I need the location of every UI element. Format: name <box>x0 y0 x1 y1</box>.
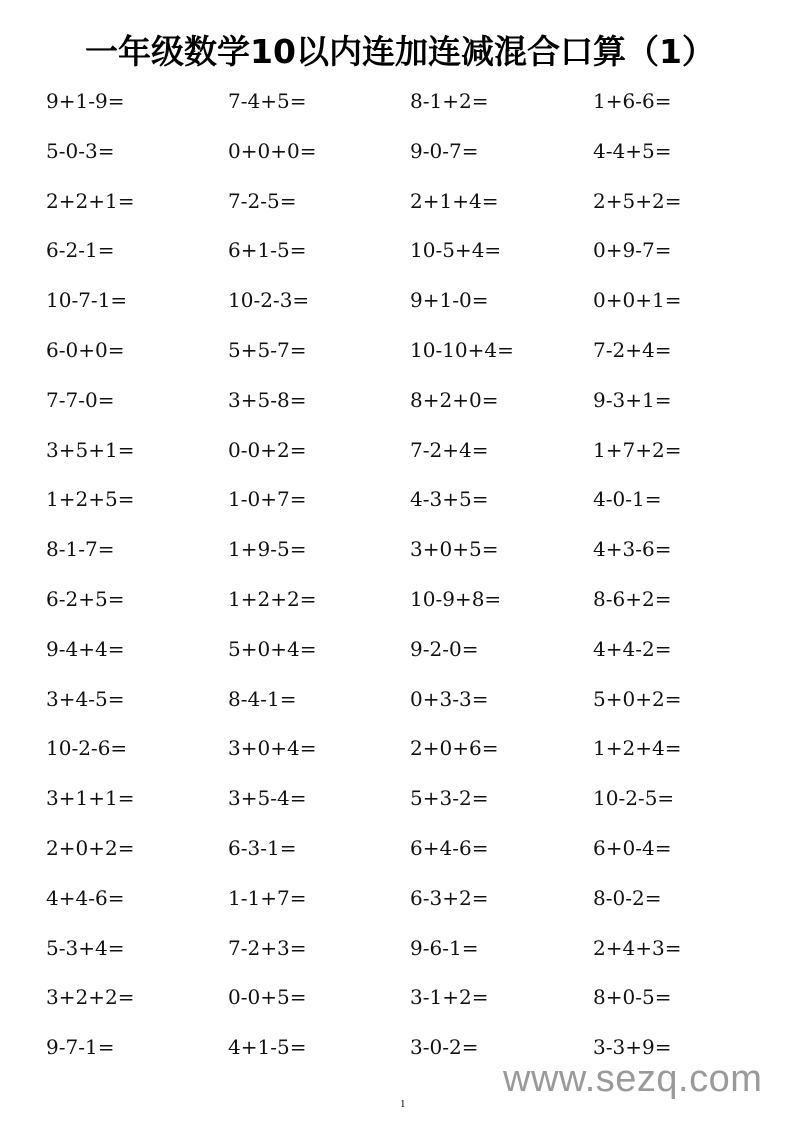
arithmetic-problem: 9-4+4= <box>46 636 125 661</box>
arithmetic-problem: 5+0+4= <box>228 636 317 661</box>
arithmetic-problem: 1+2+2= <box>228 587 317 611</box>
arithmetic-problem: 2+2+1= <box>46 188 135 213</box>
arithmetic-problem: 7-7-0= <box>46 387 115 412</box>
arithmetic-problem: 6-0+0= <box>46 338 125 362</box>
arithmetic-problem: 5+5-7= <box>228 338 307 362</box>
arithmetic-problem: 6-3+2= <box>410 885 489 910</box>
arithmetic-problem: 1+6-6= <box>593 89 672 113</box>
arithmetic-problem: 8-6+2= <box>593 587 672 611</box>
arithmetic-problem: 7-4+5= <box>228 89 307 113</box>
arithmetic-problem: 4+4-6= <box>46 885 125 910</box>
arithmetic-problem: 5-3+4= <box>46 935 125 960</box>
problem-row <box>0 733 800 763</box>
arithmetic-problem: 8-0-2= <box>593 885 662 910</box>
problem-row <box>0 534 800 564</box>
problem-row <box>0 833 800 863</box>
arithmetic-problem: 9+1-0= <box>410 288 489 313</box>
arithmetic-problem: 9-7-1= <box>46 1035 115 1060</box>
arithmetic-problem: 6-3-1= <box>228 836 297 860</box>
arithmetic-problem: 7-2-5= <box>228 188 297 213</box>
problem-row <box>0 584 800 614</box>
arithmetic-problem: 7-2+3= <box>228 935 307 960</box>
arithmetic-problem: 5+3-2= <box>410 786 489 811</box>
arithmetic-problem: 0+9-7= <box>593 238 672 263</box>
arithmetic-problem: 1+7+2= <box>593 437 682 462</box>
arithmetic-problem: 10-2-5= <box>593 786 675 811</box>
arithmetic-problem: 9-2-0= <box>410 636 479 661</box>
arithmetic-problem: 8+2+0= <box>410 387 499 412</box>
problem-row <box>0 933 800 963</box>
arithmetic-problem: 3+5-8= <box>228 387 307 412</box>
arithmetic-problem: 1-1+7= <box>228 885 307 910</box>
arithmetic-problem: 8+0-5= <box>593 985 672 1010</box>
arithmetic-problem: 1-0+7= <box>228 487 307 512</box>
arithmetic-problem: 3+0+4= <box>228 736 317 761</box>
problem-row <box>0 484 800 514</box>
arithmetic-problem: 0+0+1= <box>593 288 682 313</box>
arithmetic-problem: 2+4+3= <box>593 935 682 960</box>
arithmetic-problem: 8-1-7= <box>46 537 115 562</box>
arithmetic-problem: 9-0-7= <box>410 138 479 163</box>
arithmetic-problem: 10-7-1= <box>46 288 128 313</box>
arithmetic-problem: 9+1-9= <box>46 89 125 113</box>
page-title: 一年级数学10以内连加连减混合口算（1） <box>85 32 715 71</box>
watermark: www.sezq.com <box>503 1058 763 1100</box>
arithmetic-problem: 10-10+4= <box>410 338 514 362</box>
arithmetic-problem: 7-2+4= <box>593 338 672 362</box>
arithmetic-problem: 3-1+2= <box>410 985 489 1010</box>
arithmetic-problem: 1+2+4= <box>593 736 682 761</box>
arithmetic-problem: 6+1-5= <box>228 238 307 263</box>
arithmetic-problem: 9-3+1= <box>593 387 672 412</box>
problem-row <box>0 435 800 465</box>
page-number: 1 <box>400 1098 406 1110</box>
arithmetic-problem: 2+1+4= <box>410 188 499 213</box>
arithmetic-problem: 2+5+2= <box>593 188 682 213</box>
arithmetic-problem: 3-3+9= <box>593 1035 672 1060</box>
problem-row <box>0 982 800 1012</box>
arithmetic-problem: 2+0+2= <box>46 836 135 860</box>
arithmetic-problem: 0+3-3= <box>410 686 489 711</box>
arithmetic-problem: 8-1+2= <box>410 89 489 113</box>
arithmetic-problem: 3+5+1= <box>46 437 135 462</box>
arithmetic-problem: 8-4-1= <box>228 686 297 711</box>
problem-row <box>0 634 800 664</box>
arithmetic-problem: 3+5-4= <box>228 786 307 811</box>
arithmetic-problem: 1+9-5= <box>228 537 307 562</box>
problem-row <box>0 235 800 265</box>
arithmetic-problem: 10-5+4= <box>410 238 502 263</box>
arithmetic-problem: 4-4+5= <box>593 138 672 163</box>
arithmetic-problem: 4+4-2= <box>593 636 672 661</box>
arithmetic-problem: 4+3-6= <box>593 537 672 562</box>
arithmetic-problem: 5-0-3= <box>46 138 115 163</box>
arithmetic-problem: 6+0-4= <box>593 836 672 860</box>
arithmetic-problem: 4-0-1= <box>593 487 662 512</box>
arithmetic-problem: 6+4-6= <box>410 836 489 860</box>
problem-row <box>0 883 800 913</box>
arithmetic-problem: 6-2-1= <box>46 238 115 263</box>
arithmetic-problem: 7-2+4= <box>410 437 489 462</box>
arithmetic-problem: 3+0+5= <box>410 537 499 562</box>
problem-row <box>0 684 800 714</box>
arithmetic-problem: 6-2+5= <box>46 587 125 611</box>
arithmetic-problem: 3+2+2= <box>46 985 135 1010</box>
arithmetic-problem: 10-9+8= <box>410 587 502 611</box>
arithmetic-problem: 5+0+2= <box>593 686 682 711</box>
problem-row <box>0 186 800 216</box>
arithmetic-problem: 4-3+5= <box>410 487 489 512</box>
arithmetic-problem: 2+0+6= <box>410 736 499 761</box>
arithmetic-problem: 0-0+2= <box>228 437 307 462</box>
arithmetic-problem: 3+4-5= <box>46 686 125 711</box>
problem-row <box>0 783 800 813</box>
arithmetic-problem: 4+1-5= <box>228 1035 307 1060</box>
arithmetic-problem: 1+2+5= <box>46 487 135 512</box>
problem-row <box>0 285 800 315</box>
problem-row <box>0 136 800 166</box>
arithmetic-problem: 3+1+1= <box>46 786 135 811</box>
arithmetic-problem: 0+0+0= <box>228 138 317 163</box>
problem-row <box>0 86 800 116</box>
arithmetic-problem: 3-0-2= <box>410 1035 479 1060</box>
problem-row <box>0 385 800 415</box>
arithmetic-problem: 10-2-6= <box>46 736 128 761</box>
arithmetic-problem: 0-0+5= <box>228 985 307 1010</box>
arithmetic-problem: 10-2-3= <box>228 288 310 313</box>
problem-row <box>0 335 800 365</box>
arithmetic-problem: 9-6-1= <box>410 935 479 960</box>
